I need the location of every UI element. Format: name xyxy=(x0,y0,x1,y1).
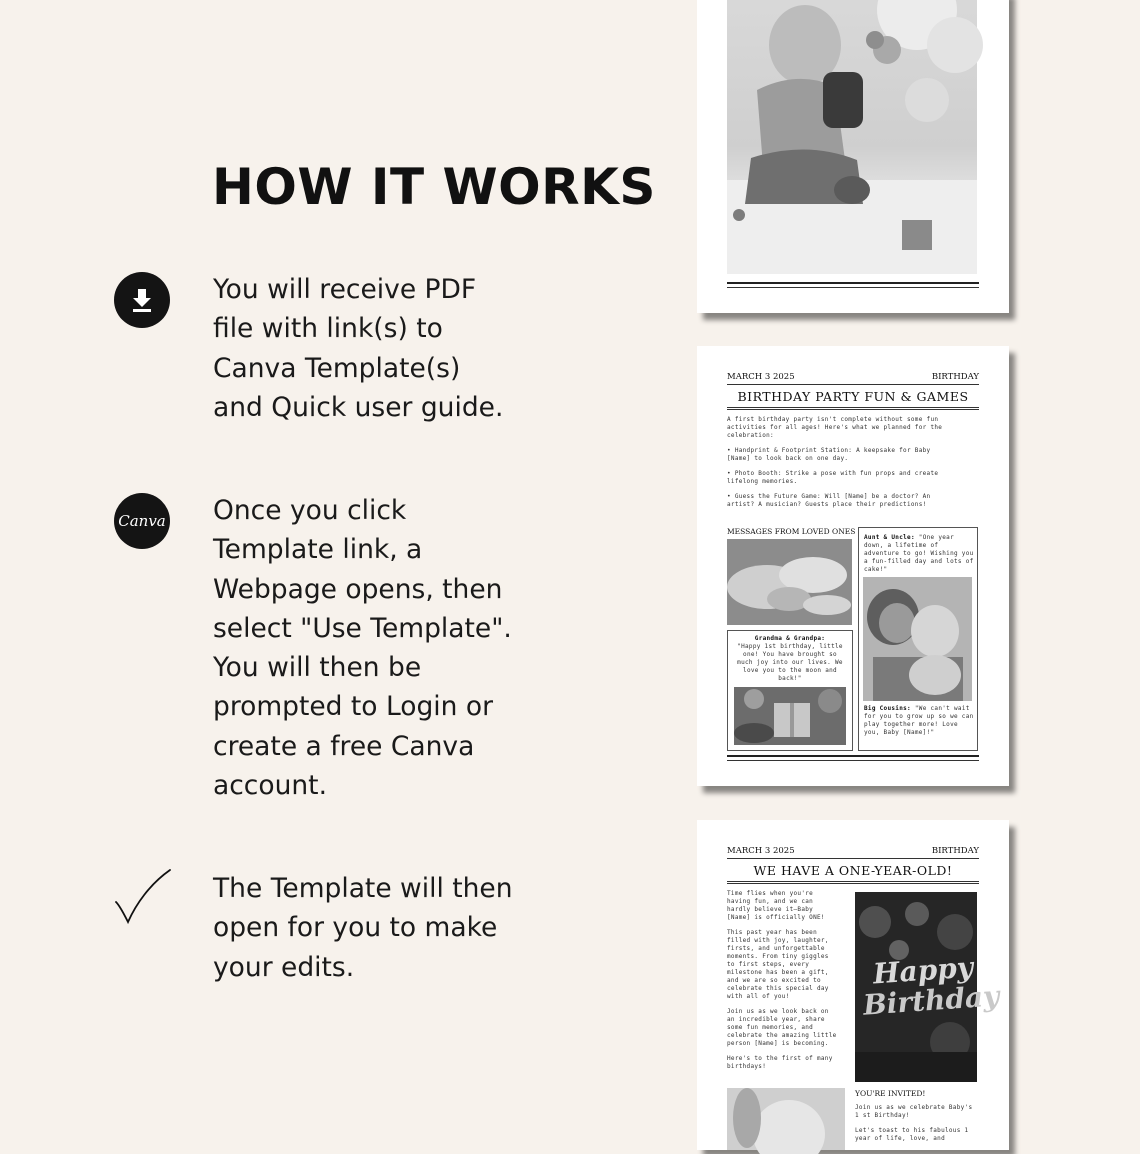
cousins-message xyxy=(864,705,974,737)
baby-face-photo xyxy=(727,1088,845,1150)
rule xyxy=(727,858,979,859)
grandma-text: "Happy 1st birthday, little one! You have brought so much joy into our lives. We love you to the moon and back!" xyxy=(737,643,843,682)
invite-heading: YOU'RE INVITED! xyxy=(855,1089,926,1098)
cake-topper-photo xyxy=(855,892,1001,1082)
page-2-date: MARCH 3 2025 xyxy=(727,372,795,382)
cake-topper-line-2: Birthday xyxy=(862,979,1001,1022)
aunt-label: Aunt & Uncle: xyxy=(864,534,915,541)
baby-photo xyxy=(727,0,977,274)
page-2-headline: BIRTHDAY PARTY FUN & GAMES xyxy=(737,389,969,404)
template-page-2 xyxy=(697,346,1009,786)
aunt-box xyxy=(858,527,978,751)
download-icon xyxy=(114,272,170,328)
cousins-label: Big Cousins: xyxy=(864,705,911,712)
template-page-3 xyxy=(697,820,1009,1150)
invite-line-2: Let's toast to his fabulous 1 year of life, love, and xyxy=(855,1127,969,1142)
page-1-rule xyxy=(727,282,979,284)
hands-photo xyxy=(727,539,852,625)
bullet: • Photo Booth: Strike a pose with fun props and create lifelong memories. xyxy=(727,470,939,485)
paragraph: This past year has been filled with joy, laughter, firsts, and unforgettable moments. From tiny giggles to first steps, every milestone has been a gift, and we are so excited to celebrate this special day with all of you! xyxy=(727,929,829,1000)
rule xyxy=(727,755,979,757)
bullet: • Guess the Future Game: Will [Name] be a doctor? An artist? A musician? Guests place their predictions! xyxy=(727,493,931,508)
rule xyxy=(727,407,979,408)
canva-logo-icon xyxy=(114,493,170,549)
bullet: • Handprint & Footprint Station: A keepsake for Baby [Name] to look back on one day. xyxy=(727,447,931,462)
page-3-body xyxy=(727,890,839,1078)
template-page-1 xyxy=(697,0,1009,313)
cake-topper-line-1: Happy xyxy=(871,950,975,991)
page-3-date: MARCH 3 2025 xyxy=(727,846,795,856)
grandma-message xyxy=(734,635,846,683)
page-3-headline: WE HAVE A ONE-YEAR-OLD! xyxy=(753,863,953,878)
rule xyxy=(727,409,979,410)
grandma-label: Grandma & Grandpa: xyxy=(754,635,826,642)
messages-heading: MESSAGES FROM LOVED ONES xyxy=(727,527,856,536)
checkmark-icon xyxy=(114,868,170,928)
gift-photo xyxy=(734,687,846,745)
rule xyxy=(727,883,979,884)
page-3-masthead xyxy=(727,846,979,856)
step-2-text: Once you click Template link, a Webpage opens, then select "Use Template". You will then be prompted to Login or create a free Canva account. xyxy=(213,495,512,802)
page-2-masthead xyxy=(727,372,979,382)
canva-logo-text: Canva xyxy=(118,512,166,530)
aunt-message xyxy=(864,534,974,574)
invite-text xyxy=(855,1104,973,1143)
rule xyxy=(727,760,979,761)
page-2-intro: A first birthday party isn't complete without some fun activities for all ages! Here's what we planned for the celebration: xyxy=(727,416,943,439)
paragraph: Join us as we look back on an incredible year, share some fun memories, and celebrate the amazing little person [Name] is becoming. xyxy=(727,1008,837,1047)
paragraph: Time flies when you're having fun, and we can hardly believe it—Baby [Name] is officially ONE! xyxy=(727,890,825,921)
grandma-box xyxy=(727,630,853,751)
step-3-text: The Template will then open for you to make your edits. xyxy=(213,873,513,983)
aunt-text: "One year down, a lifetime of adventure to go! Wishing you a fun-filled day and lots of cake!" xyxy=(864,534,974,573)
kids-photo xyxy=(863,577,972,701)
step-1-text: You will receive PDF file with link(s) to Canva Template(s) and Quick user guide. xyxy=(213,274,504,423)
cousins-text: "We can't wait for you to grow up so we can play together more! Love you, Baby [Name]!" xyxy=(864,705,974,736)
paragraph: Here's to the first of many birthdays! xyxy=(727,1055,833,1070)
page-2-section: BIRTHDAY xyxy=(931,372,979,382)
page-2-body xyxy=(727,416,957,516)
page-3-section: BIRTHDAY xyxy=(931,846,979,856)
rule xyxy=(727,881,979,882)
rule xyxy=(727,384,979,385)
page-title: HOW IT WORKS xyxy=(212,158,656,216)
invite-line-1: Join us as we celebrate Baby's 1 st Birthday! xyxy=(855,1104,973,1119)
page-1-rule-2 xyxy=(727,287,979,288)
